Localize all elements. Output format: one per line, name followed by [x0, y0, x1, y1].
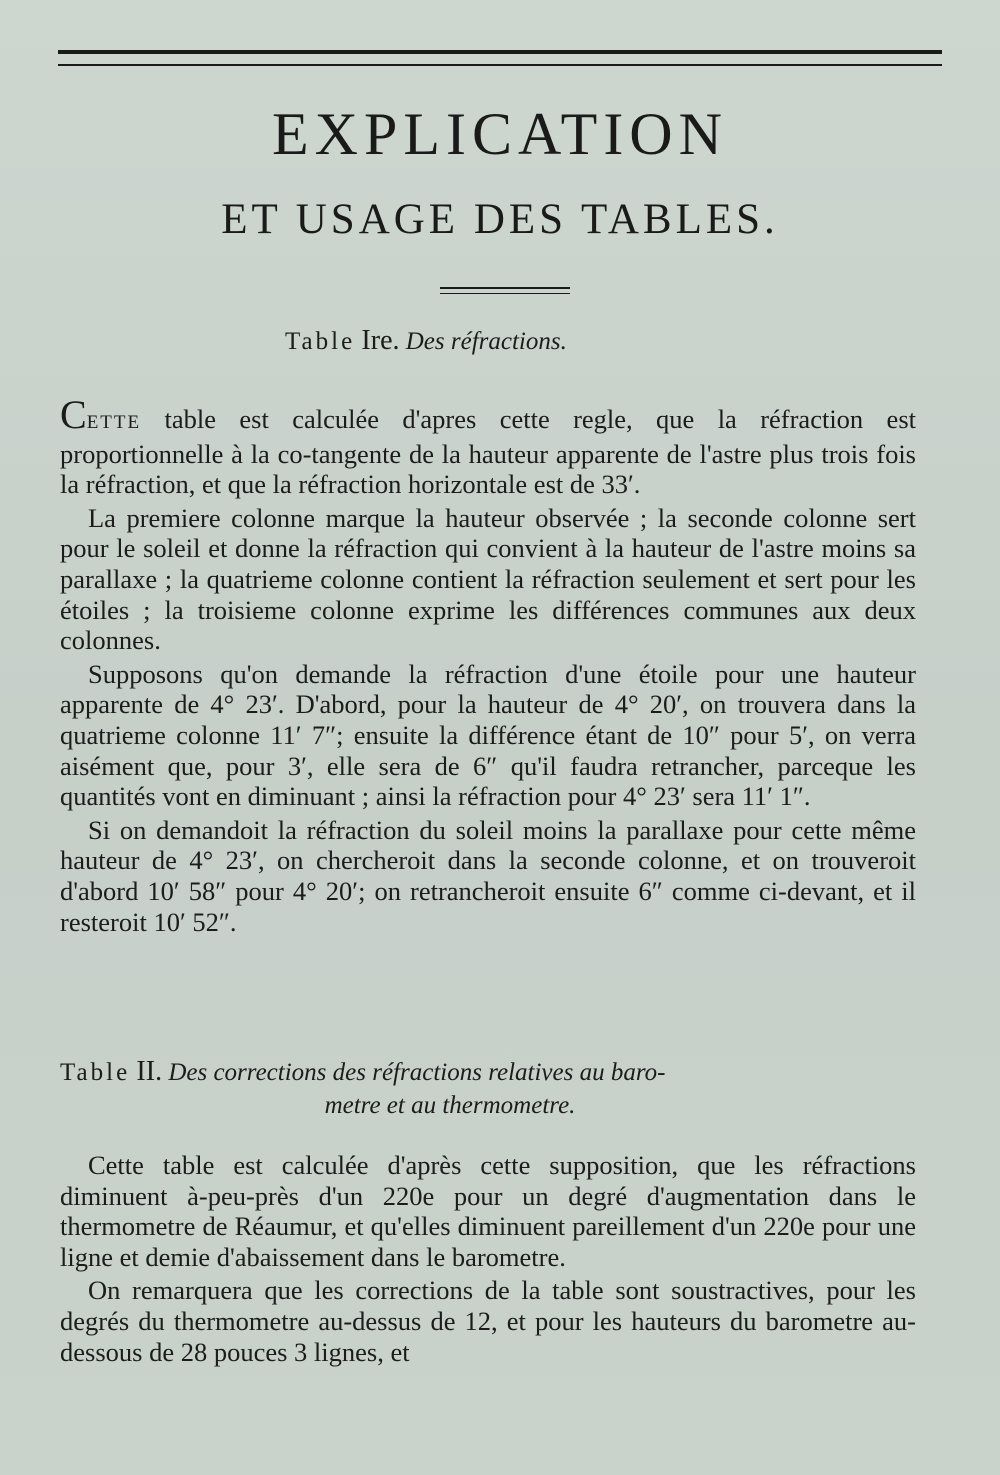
table1-paragraph-1 — [60, 392, 916, 500]
paragraph-text: table est calculée d'apres cette regle, que la réfraction est proportionnelle à la co-tangente de la hauteur apparente de l'astre plus trois fois la réfraction, et que la réfraction horizontale est de 33′. — [60, 404, 916, 500]
small-caps-word: ETTE — [86, 412, 142, 433]
table2-heading-title-line2: metre et au thermometre. — [324, 1092, 576, 1119]
page-title: EXPLICATION — [272, 101, 728, 167]
table2-heading-label: Table — [60, 1059, 131, 1086]
table1-heading-number: Ire. — [361, 325, 400, 356]
top-double-rule — [58, 50, 942, 66]
page-subtitle: ET USAGE DES TABLES. — [221, 196, 779, 243]
table2-heading-title-line1: Des corrections des réfractions relatives au baro- — [168, 1059, 666, 1086]
table2-paragraph-1: Cette table est calculée d'après cette supposition, que les réfractions diminuent à-peu-près d'un 220e pour un degré d'augmentation dans le thermometre de Réaumur, et qu'elles diminuent pareillement d'un 220e pour une ligne et demie d'abaissement dans le barometre. — [60, 1150, 916, 1272]
table1-body — [60, 392, 916, 937]
table2-body — [60, 1150, 916, 1367]
table2-paragraph-2: On remarquera que les corrections de la table sont soustractives, pour les degrés du thermometre au-dessus de 12, et pour les hauteurs du barometre au-dessous de 28 pouces 3 lignes, et — [60, 1275, 916, 1367]
table2-heading — [60, 1055, 940, 1122]
section-divider — [440, 287, 570, 294]
table1-heading-title: Des réfractions. — [405, 328, 567, 355]
table1-paragraph-3: Supposons qu'on demande la réfraction d'une étoile pour une hauteur apparente de 4° 23′. D'abord, pour la hauteur de 4° 20′, on trouvera dans la quatrieme colonne 11′ 7″; ensuite la différence étant de 10″ pour 5′, on verra aisément que, pour 3′, elle sera de 6″ qu'il faudra retrancher, parceque les quantités vont en diminuant ; ainsi la réfraction pour 4° 23′ sera 11′ 1″. — [60, 658, 916, 812]
table1-paragraph-2: La premiere colonne marque la hauteur observée ; la seconde colonne sert pour le soleil et donne la réfraction qui convient à la hauteur de l'astre moins sa parallaxe ; la quatrieme colonne contient la réfraction seulement et sert pour les étoiles ; la troisieme colonne exprime les différences communes aux deux colonnes. — [60, 502, 916, 656]
table1-paragraph-4: Si on demandoit la réfraction du soleil moins la parallaxe pour cette même hauteur de 4° 23′, on chercheroit dans la seconde colonne, et on trouveroit d'abord 10′ 58″ pour 4° 20′; on retrancheroit ensuite 6″ comme ci-devant, et il resteroit 10′ 52″. — [60, 814, 916, 937]
table2-heading-number: II. — [136, 1056, 163, 1087]
table1-heading-label: Table — [285, 328, 356, 355]
table1-heading — [285, 325, 567, 357]
drop-cap: C — [60, 392, 87, 437]
